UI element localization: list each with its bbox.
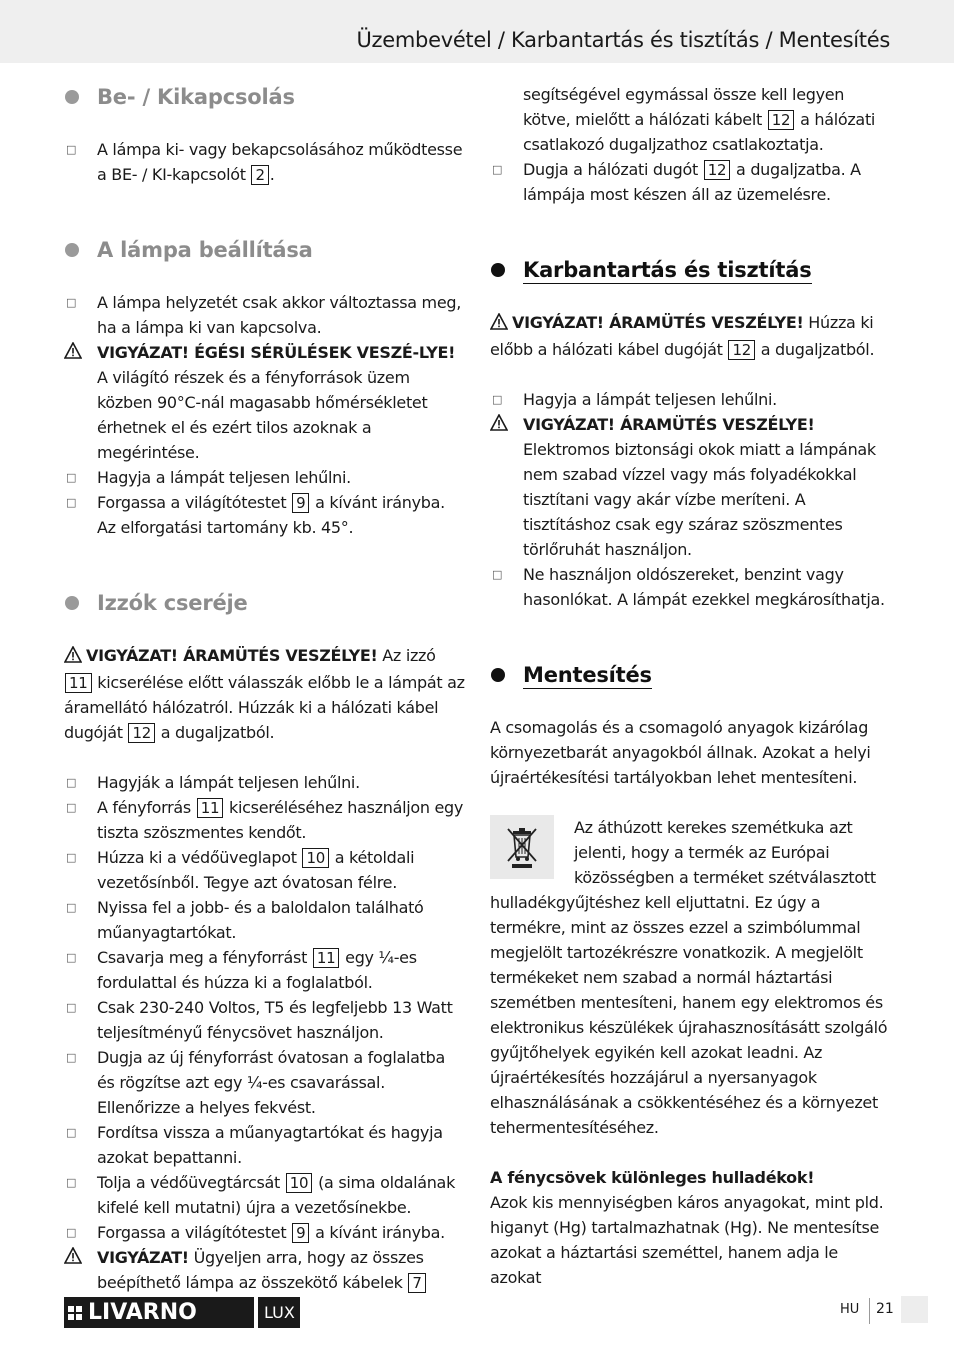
checkbox-square-icon: □ xyxy=(492,163,503,176)
list-item: □ Hagyja a lámpát teljesen lehűlni. xyxy=(64,465,466,490)
part-number: 12 xyxy=(728,340,755,360)
logo-squares-icon xyxy=(68,1306,82,1320)
checkbox-square-icon: □ xyxy=(66,471,77,484)
list-item: □ Forgassa a világítótestet 9 a kívánt irányba. Az elforgatási tartomány kb. 45°. xyxy=(64,490,466,540)
warning-item: VIGYÁZAT! Ügyeljen arra, hogy az összes beépíthető lámpa az összekötő kábelek 7 xyxy=(64,1245,466,1295)
page-number: 21 xyxy=(876,1301,894,1317)
part-number: 2 xyxy=(251,165,268,185)
checkbox-square-icon: □ xyxy=(66,801,77,814)
crossed-bin-icon xyxy=(490,815,554,879)
warning-paragraph: VIGYÁZAT! ÁRAMÜTÉS VESZÉLYE! Az izzó 11 kicserélése előtt válasszák előbb le a lámpát az áramellátó hálózatról. Húzzák ki a hálózati kábel dugóját 12 a dugaljzatból. xyxy=(64,646,465,742)
footer-tab xyxy=(901,1296,928,1323)
checkbox-square-icon: □ xyxy=(66,1051,77,1064)
checkbox-square-icon: □ xyxy=(66,496,77,509)
list-item: □ Dugja az új fényforrást óvatosan a foglalatba és rögzítse azt egy ¼-es csavarással. Ellenőrizze a helyes fekvést. xyxy=(64,1045,466,1120)
warning-triangle-icon xyxy=(64,645,82,670)
checkbox-square-icon: □ xyxy=(66,901,77,914)
list-item: □ Hagyja a lámpát teljesen lehűlni. xyxy=(490,387,892,412)
bullet-dot-icon xyxy=(491,668,505,682)
page-title: Üzembevétel / Karbantartás és tisztítás / Mentesítés xyxy=(356,28,890,52)
language-code: HU xyxy=(840,1302,860,1317)
checkbox-square-icon: □ xyxy=(66,776,77,789)
list-item: □ Húzza ki a védőüveglapot 10 a kétoldali vezetősínből. Tegye azt óvatosan félre. xyxy=(64,845,466,895)
checkbox-square-icon: □ xyxy=(66,296,77,309)
checkbox-square-icon: □ xyxy=(66,1126,77,1139)
bullet-dot-icon xyxy=(65,243,79,257)
warning-item: VIGYÁZAT! ÁRAMÜTÉS VESZÉLYE! Elektromos biztonsági okok miatt a lámpának nem szabad vízzel vagy más folyadékokkal tisztítani vagy akár vízbe meríteni. A tisztításhoz csak egy száraz szöszmentes törlőruhát használjon. xyxy=(490,412,892,562)
list-item: □ Dugja a hálózati dugót 12 a dugaljzatba. A lámpája most készen áll az üzemelésre. xyxy=(490,157,892,207)
section-heading-maintenance: Karbantartás és tisztítás xyxy=(490,255,892,285)
bullet-dot-icon xyxy=(65,596,79,610)
section-heading-bulb-replace: Izzók cseréje xyxy=(64,588,466,618)
checkbox-square-icon: □ xyxy=(66,951,77,964)
part-number: 9 xyxy=(292,493,309,513)
checkbox-square-icon: □ xyxy=(492,393,503,406)
warning-triangle-icon xyxy=(490,413,508,438)
checkbox-square-icon: □ xyxy=(66,143,77,156)
part-number: 9 xyxy=(292,1223,309,1243)
list-item: □ Tolja a védőüvegtárcsát 10 (a sima oldalának kifelé kell mutatni) újra a vezetősínekbe. xyxy=(64,1170,466,1220)
section-heading-lamp-adjust: A lámpa beállítása xyxy=(64,235,466,265)
list-item: □ A lámpa ki- vagy bekapcsolásához működtesse a BE- / KI-kapcsolót 2 . xyxy=(64,137,466,187)
part-number: 11 xyxy=(65,673,92,693)
part-number: 12 xyxy=(768,110,795,130)
bullet-dot-icon xyxy=(491,263,505,277)
disposal-paragraph: A csomagolás és a csomagoló anyagok kizárólag környezetbarát anyagokból állnak. Azokat a helyi újraértékesítési tartályokban lehet mentesíteni. xyxy=(490,718,871,787)
footer-divider xyxy=(869,1298,870,1324)
right-column xyxy=(490,82,892,1290)
list-item: □ Fordítsa vissza a műanyagtartókat és hagyja azokat bepattanni. xyxy=(64,1120,466,1170)
part-number: 10 xyxy=(286,1173,313,1193)
fluorescent-warning-paragraph: A fénycsövek különleges hulladékok! Azok kis mennyiségben káros anyagokat, mint pld. higanyt (Hg) tartalmazhatnak (Hg). Ne mentesítse azokat a háztartási szeméttel, hanem adja le azokat xyxy=(490,1168,884,1287)
checkbox-square-icon: □ xyxy=(492,568,503,581)
part-number: 7 xyxy=(408,1273,425,1293)
warning-paragraph: VIGYÁZAT! ÁRAMÜTÉS VESZÉLYE! Húzza ki előbb a hálózati kábel dugóját 12 a dugaljzatból. xyxy=(490,313,875,359)
part-number: 12 xyxy=(704,160,731,180)
list-item: □ Nyissa fel a jobb- és a baloldalon található műanyagtartókat. xyxy=(64,895,466,945)
list-item: □ A fényforrás 11 kicseréléséhez használjon egy tiszta szöszmentes kendőt. xyxy=(64,795,466,845)
checkbox-square-icon: □ xyxy=(66,1001,77,1014)
part-number: 11 xyxy=(197,798,224,818)
brand-logo: LIVARNO LUX xyxy=(64,1297,300,1328)
list-item: □ Hagyják a lámpát teljesen lehűlni. xyxy=(64,770,466,795)
list-item: □ Csavarja meg a fényforrást 11 egy ¼-es fordulattal és húzza ki a foglalatból. xyxy=(64,945,466,995)
warning-triangle-icon xyxy=(490,312,508,337)
section-heading-disposal: Mentesítés xyxy=(490,660,892,690)
bullet-dot-icon xyxy=(65,90,79,104)
part-number: 12 xyxy=(128,723,155,743)
warning-triangle-icon xyxy=(64,341,82,366)
section-heading-on-off: Be- / Kikapcsolás xyxy=(64,82,466,112)
list-item: □ A lámpa helyzetét csak akkor változtassa meg, ha a lámpa ki van kapcsolva. xyxy=(64,290,466,340)
list-item: □ Ne használjon oldószereket, benzint vagy hasonlókat. A lámpát ezekkel megkárosíthatja. xyxy=(490,562,892,612)
list-item: □ Csak 230-240 Voltos, T5 és legfeljebb 13 Watt teljesítményű fénycsövet használjon. xyxy=(64,995,466,1045)
left-column xyxy=(64,82,466,1295)
checkbox-square-icon: □ xyxy=(66,1226,77,1239)
part-number: 10 xyxy=(302,848,329,868)
weee-paragraph: Az áthúzott kerekes szemétkuka azt jelenti, hogy a termék az Európai közösségben a terméket szétválasztott hulladékgyűjtéshez kell eljuttatni. Ez úgy a termékre, mint az összes ezzel a szimbólummal megjelölt tartozékrészre vonatkozik. A megjelölt termékeket nem szabad a normál háztartási szemétben mentesíteni, hanem egy elektromos és elektronikus készülékek újrahasznosításátt szolgáló gyűjtőhelyek egyikén kell azokat leadni. Az újraértékesítés hozzájárul a nyersanyagok elhasználásának a csökkentéséhez és a környezet tehermentesítéséhez. xyxy=(490,815,892,1140)
list-item-continued: segítségével egymással össze kell legyen kötve, mielőtt a hálózati kábelt 12 a hálózati csatlakozó dugaljzathoz csatlakoztatja. xyxy=(523,85,876,154)
list-item: □ Forgassa a világítótestet 9 a kívánt irányba. xyxy=(64,1220,466,1245)
warning-triangle-icon xyxy=(64,1246,82,1271)
checkbox-square-icon: □ xyxy=(66,851,77,864)
checkbox-square-icon: □ xyxy=(66,1176,77,1189)
warning-item: VIGYÁZAT! ÉGÉSI SÉRÜLÉSEK VESZÉ-LYE! A világító részek és a fényforrások üzem közben 90°C-nál magasabb hőmérsékletet érhetnek el és ezért tilos azoknak a megérintése. xyxy=(64,340,466,465)
part-number: 11 xyxy=(313,948,340,968)
